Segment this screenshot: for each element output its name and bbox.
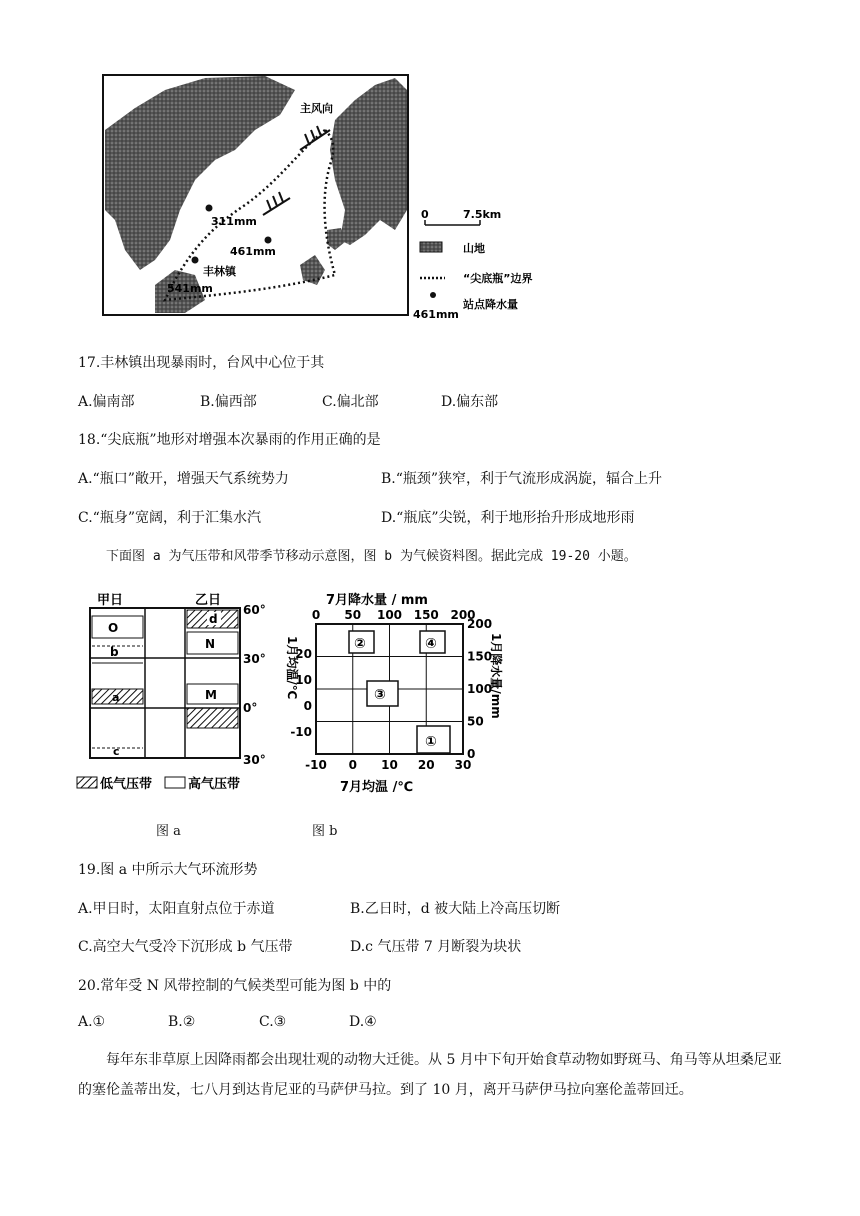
question-20-stem: 20.常年受 N 风带控制的气候类型可能为图 b 中的: [78, 978, 392, 994]
legend-station: 站点降水量: [463, 298, 518, 311]
intro-text: 下面图 a 为气压带和风带季节移动示意图，图 b 为气候资料图。据此完成 19-20 小题。: [106, 549, 637, 564]
top-tick-label: 100: [376, 608, 403, 622]
top-tick-label: 150: [413, 608, 439, 622]
col-label-yi: 乙日: [195, 593, 222, 608]
q20-option-b[interactable]: B.②: [168, 1014, 196, 1030]
q20-option-a[interactable]: A.①: [78, 1014, 106, 1030]
wind-direction-label: 主风向: [300, 102, 333, 115]
right-tick-label: 200: [467, 617, 493, 631]
climate-marker-3: ③: [374, 687, 386, 703]
right-tick-label: 50: [467, 714, 484, 729]
q18-option-a[interactable]: A.“瓶口”敞开，增强天气系统势力: [78, 471, 289, 487]
question-19-stem: 19.图 a 中所示大气环流形势: [78, 862, 258, 878]
station-dot-fenglin: [192, 257, 199, 264]
scale-zero: 0: [421, 208, 429, 221]
climate-marker-1: ①: [425, 734, 437, 750]
station-dot-461: [265, 237, 272, 244]
q19-option-d[interactable]: D.c 气压带 7 月断裂为块状: [350, 939, 522, 955]
left-tick-label: 0: [303, 699, 312, 713]
q19-option-c[interactable]: C.高空大气受冷下沉形成 b 气压带: [78, 939, 293, 955]
top-tick-label: 200: [450, 608, 476, 622]
question-18-stem: 18.“尖底瓶”地形对增强本次暴雨的作用正确的是: [78, 432, 381, 448]
top-tick-label: 0: [311, 608, 321, 622]
legend-high: 高气压带: [188, 777, 241, 792]
left-tick-label: 20: [295, 647, 312, 661]
station-label-541: 541mm: [167, 282, 213, 295]
left-tick-label: -10: [290, 725, 312, 739]
q20-option-c[interactable]: C.③: [259, 1014, 287, 1030]
station-dot-311: [206, 205, 213, 212]
station-label-461: 461mm: [230, 245, 276, 258]
bottom-tick-label: 10: [381, 758, 398, 772]
legend-low-swatch: [77, 777, 97, 788]
climate-marker-4: ④: [425, 636, 437, 652]
q17-option-c[interactable]: C.偏北部: [322, 394, 379, 410]
reading-passage: 每年东非草原上因降雨都会出现壮观的动物大迁徙。从 5 月中下旬开始食草动物如野斑马、角马等从坦桑尼亚的塞伦盖蒂出发，七八月到达肯尼亚的马萨伊马拉。到了 10 月，离开马萨伊马拉向塞伦盖蒂回迁。: [78, 1052, 782, 1098]
bottom-tick-label: 0: [348, 758, 357, 772]
belt-label-b: b: [110, 645, 119, 659]
col-label-jia: 甲日: [97, 593, 124, 608]
belt-low-yi: [187, 708, 238, 728]
bottom-tick-label: -10: [305, 758, 327, 772]
legend-mountain-swatch: [420, 242, 442, 252]
q18-option-c[interactable]: C.“瓶身”宽阔，利于汇集水汽: [78, 510, 261, 526]
lat-30n: 30°: [243, 652, 266, 666]
right-tick-label: 150: [467, 649, 493, 664]
belt-label-N: N: [205, 637, 216, 651]
q17-option-b[interactable]: B.偏西部: [200, 394, 257, 410]
q20-option-d[interactable]: D.④: [349, 1014, 377, 1030]
top-tick-label: 50: [344, 608, 362, 622]
legend-high-swatch: [165, 777, 185, 788]
q18-option-d[interactable]: D.“瓶底”尖锐，利于地形抬升形成地形雨: [381, 510, 635, 526]
q19-option-b[interactable]: B.乙日时，d 被大陆上冷高压切断: [350, 901, 561, 917]
q19-option-a[interactable]: A.甲日时，太阳直射点位于赤道: [78, 901, 275, 917]
fig-b-right-title: 1月降水量/mm: [489, 633, 503, 719]
legend-station-value: 461mm: [413, 308, 459, 320]
fig-a-caption: 图 a: [156, 824, 181, 839]
q18-option-b[interactable]: B.“瓶颈”狭窄，利于气流形成涡旋，辐合上升: [381, 471, 663, 487]
belt-label-M: M: [205, 688, 217, 702]
station-label-311: 311mm: [211, 215, 257, 228]
right-tick-label: 0: [467, 747, 476, 761]
belt-label-c: c: [113, 745, 120, 758]
bottom-tick-label: 30: [454, 758, 472, 772]
climate-marker-2: ②: [354, 636, 366, 652]
q17-option-d[interactable]: D.偏东部: [441, 394, 499, 410]
legend-low: 低气压带: [100, 777, 153, 792]
belt-label-O: O: [108, 621, 119, 635]
typhoon-map-figure: [95, 70, 535, 320]
fig-b-top-title: 7月降水量 / mm: [326, 593, 428, 608]
legend-station-dot: [430, 292, 436, 298]
lat-0: 0°: [243, 701, 258, 715]
figure-a-pressure-belts: [75, 588, 285, 798]
left-tick-label: 10: [295, 673, 312, 687]
figure-b-climate-chart: [270, 588, 510, 798]
belt-label-d: d: [209, 612, 218, 626]
legend-mountain: 山地: [463, 242, 485, 255]
fig-b-left-title: 1月均温/℃: [285, 636, 299, 700]
town-label: 丰林镇: [203, 265, 236, 278]
fig-b-caption: 图 b: [312, 824, 338, 839]
right-tick-label: 100: [467, 682, 493, 696]
bottom-tick-label: 20: [417, 758, 435, 772]
question-17-stem: 17.丰林镇出现暴雨时，台风中心位于其: [78, 355, 325, 371]
belt-label-a: a: [112, 691, 120, 704]
lat-30s: 30°: [243, 753, 266, 767]
lat-60: 60°: [243, 603, 266, 617]
scale-km: 7.5km: [463, 208, 502, 221]
fig-b-bottom-title: 7月均温 /℃: [340, 780, 414, 795]
q17-option-a[interactable]: A.偏南部: [78, 394, 135, 410]
legend-boundary: “尖底瓶”边界: [463, 272, 533, 285]
